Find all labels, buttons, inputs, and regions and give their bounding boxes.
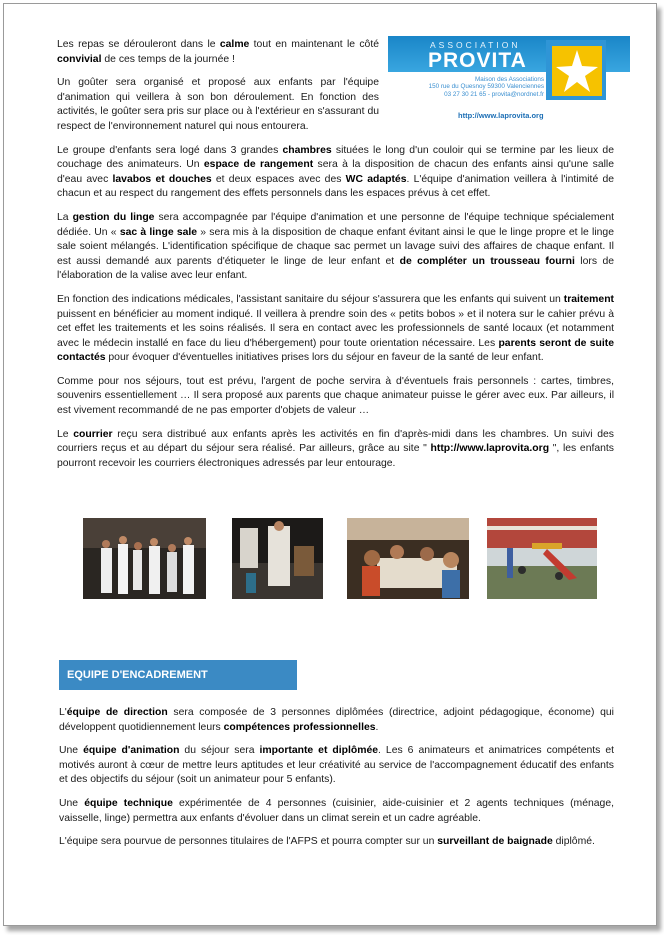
bold-text: gestion du linge bbox=[72, 211, 155, 223]
bold-text: équipe de direction bbox=[66, 707, 168, 718]
logo-line-2: 150 rue du Quesnoy 59300 Valenciennes bbox=[428, 83, 544, 91]
text: . bbox=[375, 721, 379, 733]
technical-paragraph bbox=[59, 797, 614, 826]
photo-group-aprons bbox=[83, 518, 206, 599]
bold-text: courrier bbox=[73, 428, 113, 440]
bold-text: parents seront de suite contactés bbox=[57, 337, 614, 364]
text: La bbox=[57, 211, 73, 223]
bold-text: convivial bbox=[57, 53, 102, 65]
direction-paragraph bbox=[59, 706, 614, 735]
text: L' bbox=[59, 707, 67, 718]
bold-text: de compléter un trousseau fourni bbox=[399, 255, 575, 267]
text: . L'équipe d'animation veillera à l'intimité de chacun et au respect du rangement des effets personnels dans les espaces prévus à cet effet. bbox=[57, 173, 615, 200]
logo-line-3: 03 27 30 21 65 - provita@nordnet.fr bbox=[444, 90, 544, 98]
section-title: EQUIPE D'ENCADREMENT bbox=[59, 660, 297, 690]
laundry-paragraph bbox=[57, 211, 614, 284]
text: L'équipe sera pourvue de personnes titulaires de l'AFPS et pourra compter sur un bbox=[59, 836, 438, 848]
text: diplômé. bbox=[552, 836, 595, 848]
snack-paragraph: Un goûter sera organisé et proposé aux enfants par l'équipe d'animation qui veillera à son bon déroulement. En fonction des activités, le goûter sera pris sur place ou à l'extérieur en s'assurant du respect de l'environnement naturel qui nous entourera. bbox=[57, 77, 379, 132]
bold-text: espace de rangement bbox=[203, 159, 314, 171]
bold-text: calme bbox=[219, 39, 250, 50]
text: Les repas se dérouleront dans le bbox=[57, 39, 220, 50]
text: lors de l'élaboration de la valise avec leur enfant. bbox=[57, 255, 615, 282]
main-text bbox=[57, 38, 614, 480]
bold-text: équipe d'animation bbox=[83, 745, 180, 757]
bold-text: surveillant de baignade bbox=[437, 836, 553, 848]
health-paragraph bbox=[57, 293, 614, 366]
text: sera accompagnée par l'équipe d'animation et une personne de l'équipe technique spécialement dédiée. Un « bbox=[57, 211, 614, 238]
text: tout en maintenant le côté bbox=[249, 39, 379, 50]
text: Le bbox=[57, 428, 74, 440]
text: situées le long d'un couloir qui se termine par les lieux de couchage des animateurs. Un bbox=[57, 144, 614, 171]
bold-text: lavabos et douches bbox=[112, 173, 212, 185]
text: puissent en bénéficier au moment indiqué. Il veillera à prendre soin des « petits bobos » et il notera sur le cahier prévu à cet effet les traitements et les soins réalisés. Il sera en contact avec les professionnels de santé locaux (et notamment avec le médecin installé en face du lieu d'hébergement) pour toute orientation nécessaire. Les bbox=[57, 308, 614, 349]
logo-name: PROVITA bbox=[428, 49, 527, 72]
bold-text: chambres bbox=[282, 144, 332, 156]
text: de ces temps de la journée ! bbox=[101, 53, 235, 65]
logo-url: http://www.laprovita.org bbox=[458, 111, 544, 120]
text: . Les 6 animateurs et animatrices compétents et motivés auront à cœur de mettre leurs aptitudes et leur créativité au service de l'accompagnement éducatif des enfants et des objectifs du séjour (soit un animateur pour 5 enfants). bbox=[59, 745, 614, 786]
bold-text: compétences professionnelles bbox=[223, 721, 376, 733]
afps-paragraph bbox=[59, 835, 614, 850]
staff-text bbox=[59, 706, 614, 859]
pocket-money-paragraph: Comme pour nos séjours, tout est prévu, l'argent de poche servira à d'éventuels frais personnels : cartes, timbres, souvenirs essentiellement … Il sera proposé aux parents que chaque animateur puisse le gérer avec eux. Par ailleurs, il est vivement recommandé de ne pas emporter d'objets de valeur … bbox=[57, 375, 614, 417]
text: reçu sera distribué aux enfants après les activités en fin d'après-midi dans les chambres. Un suivi des courriers reçus et au départ du séjour sera réalisé. Par ailleurs, grâce au site " bbox=[57, 428, 614, 455]
bold-text: http://www.laprovita.org bbox=[430, 443, 550, 455]
bold-text: traitement bbox=[563, 293, 614, 305]
bold-text: importante et diplômée bbox=[259, 745, 379, 757]
photo-meal bbox=[347, 518, 469, 599]
text: sera composée de 3 personnes diplômées (directrice, adjoint pédagogique, économe) qui développent quotidiennement leurs bbox=[59, 707, 614, 733]
photo-cleaning bbox=[232, 518, 323, 599]
bold-text: sac à linge sale bbox=[119, 226, 198, 238]
text: et deux espaces avec des bbox=[211, 173, 346, 185]
bold-text: équipe technique bbox=[84, 797, 173, 809]
text: pour évoquer d'éventuelles initiatives prises lors du séjour en faveur de la santé de leur enfant. bbox=[105, 352, 544, 364]
photo-playground bbox=[487, 518, 597, 599]
text: expérimentée de 4 personnes (cuisinier, aide-cuisinier et 2 agents techniques (ménage, vaisselle, linge) permettra aux enfants d'évoluer dans un climat serein et un cadre agréable. bbox=[59, 797, 614, 824]
logo-association-text: ASSOCIATION bbox=[430, 40, 521, 50]
text: du séjour sera bbox=[179, 745, 260, 757]
text: ", les enfants pourront recevoir les courriers électroniques adressés par leur entourage. bbox=[57, 443, 614, 469]
text: Une bbox=[59, 797, 85, 809]
text: » sera mis à la disposition de chaque enfant évitant ainsi le que le linge propre et le linge sale soient mélangés. L'identification spécifique de chaque sac permet un lavage suivi des affaires de chaque enfant. Il est aussi demandé aux parents d'étiqueter le linge de leur enfant et bbox=[57, 226, 614, 267]
meals-paragraph bbox=[57, 38, 379, 67]
text: sera à la disposition de chacun des enfants ainsi qu'une salle d'eau avec bbox=[57, 159, 615, 185]
text: En fonction des indications médicales, l'assistant sanitaire du séjour s'assurera que les enfants qui suivent un bbox=[57, 293, 564, 305]
animation-paragraph bbox=[59, 744, 614, 788]
mail-paragraph bbox=[57, 428, 614, 472]
text: Le groupe d'enfants sera logé dans 3 grandes bbox=[57, 144, 283, 156]
rooms-paragraph bbox=[57, 144, 614, 202]
bold-text: WC adaptés bbox=[345, 173, 407, 185]
text: Une bbox=[59, 745, 84, 757]
logo-line-1: Maison des Associations bbox=[475, 76, 544, 83]
